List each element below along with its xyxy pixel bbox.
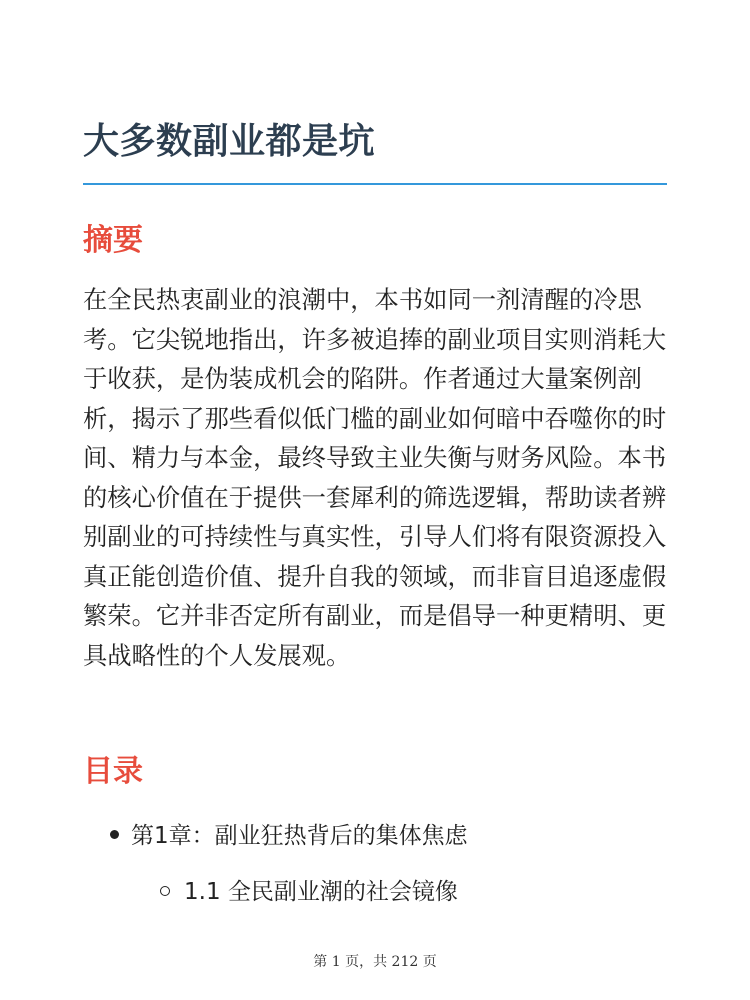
abstract-heading: 摘要 [83,223,143,258]
bullet-disc-icon [110,830,119,839]
page-number-footer: 第 1 页，共 212 页 [313,954,437,970]
toc-section-1-1[interactable] [160,876,458,908]
abstract-paragraph: 在全民热衷副业的浪潮中，本书如同一剂清醒的冷思考。它尖锐地指出，许多被追捧的副业项目实则消耗大于收获，是伪装成机会的陷阱。作者通过大量案例剖析，揭示了那些看似低门槛的副业如何暗中吞噬你的时间、精力与本金，最终导致主业失衡与财务风险。本书的核心价值在于提供一套犀利的筛选逻辑，帮助读者辨别副业的可持续性与真实性，引导人们将有限资源投入真正能创造价值、提升自我的领域，而非盲目追逐虚假繁荣。它并非否定所有副业，而是倡导一种更精明、更具战略性的个人发展观。 [83,285,667,670]
toc-chapter-1-label: 第1章：副业狂热背后的集体焦虑 [131,823,468,849]
document-title: 大多数副业都是坑 [83,121,376,162]
toc-heading: 目录 [83,754,143,789]
bullet-circle-icon [160,886,170,896]
toc-chapter-1[interactable] [110,820,468,852]
title-divider [83,183,667,185]
toc-section-1-1-label: 1.1 全民副业潮的社会镜像 [184,879,458,905]
